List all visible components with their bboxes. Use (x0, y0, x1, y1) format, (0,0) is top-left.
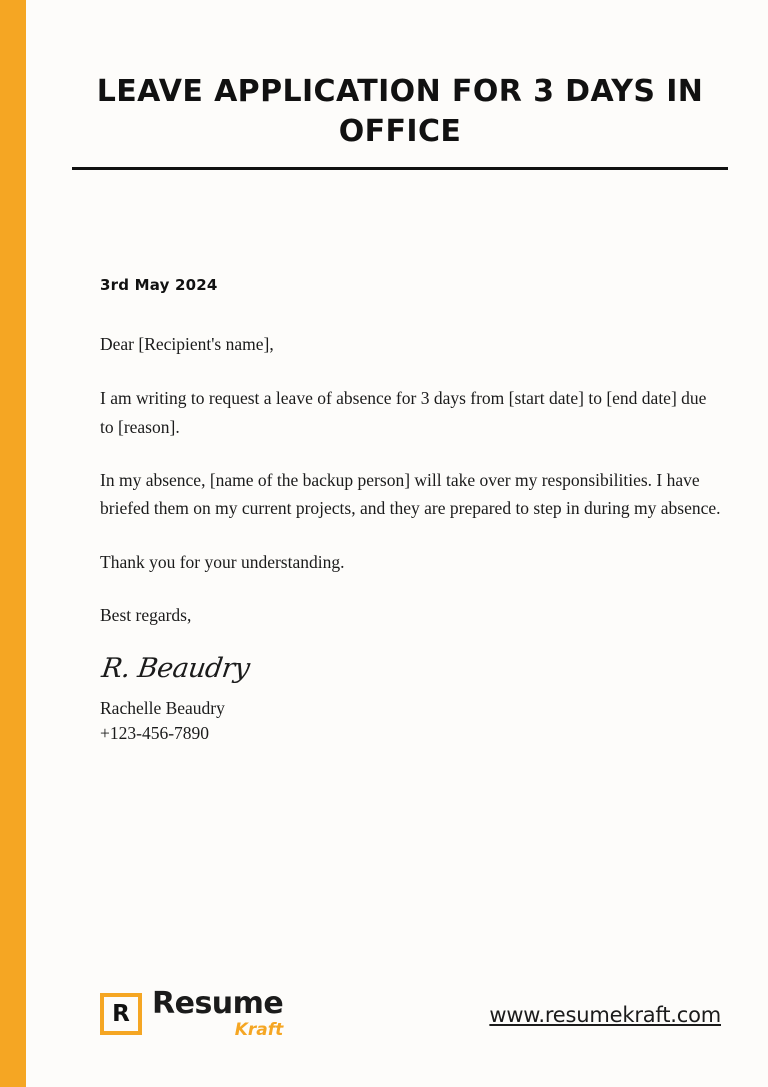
letter-sheet (26, 0, 768, 1087)
letter-paragraph-2: In my absence, [name of the backup person] will take over my responsibilities. I have briefed them on my current projects, and they are prepared to step in during my absence. (100, 470, 721, 519)
letter-paragraph-3: Thank you for your understanding. (100, 551, 345, 572)
brand-name-secondary: Kraft (234, 1020, 284, 1040)
sender-phone: +123-456-7890 (100, 723, 210, 744)
signature-mark: R. Beaudry (99, 653, 252, 685)
page-title: LEAVE APPLICATION FOR 3 DAYS IN OFFICE (96, 74, 704, 149)
letter-closing: Best regards, (100, 605, 192, 626)
logo-letter: R (112, 1000, 130, 1027)
title-block (72, 72, 728, 170)
title-divider (72, 167, 728, 170)
letter-paragraph-1: I am writing to request a leave of absence for 3 days from [start date] to [end date] due to [reason]. (100, 388, 707, 437)
brand-name-primary: Resume (152, 986, 284, 1021)
website-link[interactable]: www.resumekraft.com (489, 1003, 721, 1027)
sender-name: Rachelle Beaudry (100, 698, 225, 719)
page-footer (100, 986, 723, 1045)
brand-logo (100, 986, 284, 1040)
brand-wordmark (152, 986, 284, 1040)
letter-salutation: Dear [Recipient's name], (100, 334, 274, 354)
letter-date: 3rd May 2024 (100, 276, 218, 294)
letter-body (100, 276, 723, 744)
accent-side-bar (0, 0, 26, 1087)
logo-icon (100, 993, 142, 1035)
